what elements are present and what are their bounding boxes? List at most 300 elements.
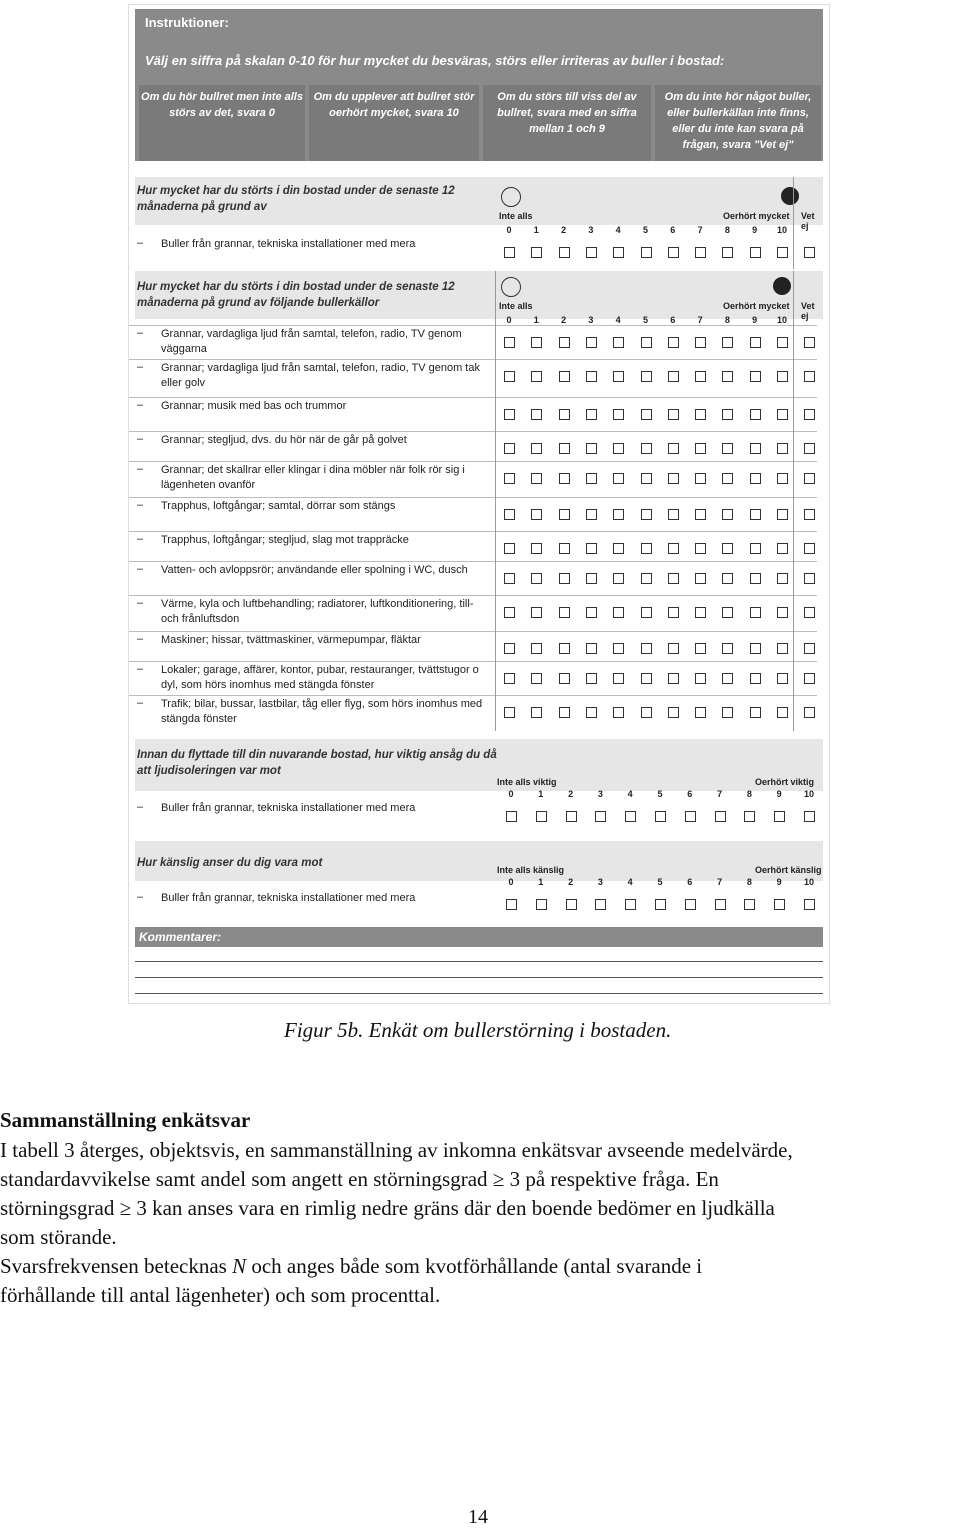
scale-number: 6	[687, 789, 693, 799]
scale-number: 4	[615, 225, 621, 235]
answer-checkbox[interactable]	[750, 473, 761, 484]
answer-checkbox[interactable]	[695, 473, 706, 484]
answer-checkbox[interactable]	[804, 473, 815, 484]
answer-checkbox[interactable]	[777, 409, 788, 420]
scale-number: 1	[533, 315, 539, 325]
answer-checkbox[interactable]	[586, 607, 597, 618]
answer-checkbox[interactable]	[695, 443, 706, 454]
answer-checkbox[interactable]	[613, 509, 624, 520]
answer-checkbox[interactable]	[586, 337, 597, 348]
answer-checkbox[interactable]	[668, 443, 679, 454]
paragraph-line: som störande.	[0, 1225, 117, 1249]
answer-checkbox[interactable]	[586, 443, 597, 454]
comment-line	[135, 977, 823, 978]
scale-number: 9	[752, 225, 758, 235]
scale-number: 0	[506, 225, 512, 235]
answer-checkbox[interactable]	[695, 607, 706, 618]
scale-number: 10	[776, 225, 787, 235]
answer-checkbox[interactable]	[586, 543, 597, 554]
answer-checkbox[interactable]	[722, 607, 733, 618]
answer-checkbox[interactable]	[586, 707, 597, 718]
answer-checkbox[interactable]	[722, 409, 733, 420]
answer-checkbox[interactable]	[777, 443, 788, 454]
answer-checkbox[interactable]	[641, 409, 652, 420]
answer-checkbox[interactable]	[641, 371, 652, 382]
scale-number: 8	[746, 789, 752, 799]
scale-number: 8	[724, 225, 730, 235]
answer-checkbox[interactable]	[504, 673, 515, 684]
answer-checkbox[interactable]	[668, 247, 679, 258]
answer-checkbox[interactable]	[695, 573, 706, 584]
answer-checkbox[interactable]	[531, 573, 542, 584]
scale-number: 2	[568, 877, 574, 887]
scale-number: 2	[561, 225, 567, 235]
answer-checkbox[interactable]	[777, 673, 788, 684]
survey-form-image: Instruktioner: Välj en siffra på skalan 0-10 för hur mycket du besväras, störs eller irriteras av buller i bostad: Om du hör bullret men inte alls störs av det, svara 0 Om du upplever att bullret stör oerhört mycket, svara 10 Om du störs till viss del av bullret, svara med en siffra mellan 1 och 9 Om du inte hör något buller, eller bullerkällan inte finns, eller du inte kan svara på frågan, svara "Vet ej" Hur mycket har du störts i din bostad under de senaste 12 månaderna på grund av Inte alls Oerhört mycket Vet ej 0 1 2 3 4 5 6 7 8 9 10 – Buller från grannar, tekniska installationer med mera Hur mycket har du störts i din bostad under de senaste 12 månaderna på grund av följande bullerkällor Inte alls Oerhört mycket Vet ej 0 1 2 3 4 5 6 7 8 9 10 – Grannar, vardagliga ljud från samtal, telefon, radio, TV genom väggarna – Grannar; vardagliga ljud från samtal, telefon, radio, TV genom tak eller golv – Grannar; musik med bas och trummor – Grannar; stegljud, dvs. du hör när de går på golvet – Grannar; det skallrar eller klingar i dina möbler när folk rör sig i lägenheten ovanför – Trapphus, loftgångar; samtal, dörrar som stängs – Trapphus, loftgångar; stegljud, slag mot trappräcke – Vatten- och avloppsrör; användande eller spolning i WC, dusch – Värme, kyla och luftbehandling; radiatorer, luftkonditionering, till- och frånluftsdon – Maskiner; hissar, tvättmaskiner, värmepumpar, fläktar – Lokaler; garage, affärer, kontor, pubar, restauranger, tvättstugor o dyl, som hörs inomhus med stängda fönster – Trafik; bilar, bussar, lastbilar, tåg eller flyg, som hörs inomhus med stängda fönster Innan du flyttade till din nuvarande bostad, hur viktig ansåg du då att ljudisoleringen var mot Inte alls viktig Oerhört viktig 0 1 2 3 4 5 6 7 8 9 10 – Buller från grannar, tekniska installationer med mera Hur känslig anser du dig vara mot Inte alls känslig Oerhört känslig 0 1 2 3 4 5 6 7 8 9 10 – Buller från grannar, tekniska installationer med mera Kommentarer:	[128, 4, 830, 1004]
angry-face-icon	[781, 187, 799, 205]
answer-checkbox[interactable]	[685, 811, 696, 822]
answer-checkbox[interactable]	[641, 573, 652, 584]
answer-checkbox[interactable]	[613, 643, 624, 654]
answer-checkbox[interactable]	[668, 707, 679, 718]
paragraph-line: standardavvikelse samt andel som angett en störningsgrad ≥ 3 på respektive fråga. En	[0, 1167, 719, 1191]
answer-checkbox[interactable]	[750, 371, 761, 382]
answer-checkbox[interactable]	[559, 247, 570, 258]
scale-number: 0	[508, 789, 514, 799]
answer-checkbox[interactable]	[804, 371, 815, 382]
answer-checkbox[interactable]	[750, 643, 761, 654]
answer-checkbox[interactable]	[744, 811, 755, 822]
answer-checkbox[interactable]	[531, 509, 542, 520]
answer-checkbox[interactable]	[586, 673, 597, 684]
q4-low-label: Inte alls känslig	[497, 865, 565, 875]
answer-checkbox[interactable]	[804, 899, 815, 910]
answer-checkbox[interactable]	[504, 573, 515, 584]
q2-row-divider	[129, 695, 817, 696]
answer-checkbox[interactable]	[695, 509, 706, 520]
q1-high-label: Oerhört mycket	[723, 211, 790, 221]
q2-item-label: Maskiner; hissar, tvättmaskiner, värmepumpar, fläktar	[161, 634, 421, 646]
q2-row-divider	[129, 397, 817, 398]
answer-checkbox[interactable]	[641, 337, 652, 348]
answer-checkbox[interactable]	[722, 473, 733, 484]
comment-line	[135, 961, 823, 962]
answer-checkbox[interactable]	[804, 409, 815, 420]
scale-number: 9	[776, 789, 782, 799]
answer-checkbox[interactable]	[804, 707, 815, 718]
paragraph-line: störningsgrad ≥ 3 kan anses vara en rimlig nedre gräns där den boende bedömer en ljudkälla	[0, 1196, 775, 1220]
answer-checkbox[interactable]	[586, 247, 597, 258]
answer-checkbox[interactable]	[804, 337, 815, 348]
paragraph-line: förhållande till antal lägenheter) och som procenttal.	[0, 1283, 441, 1307]
scale-number: 0	[506, 315, 512, 325]
answer-checkbox[interactable]	[625, 811, 636, 822]
answer-checkbox[interactable]	[531, 643, 542, 654]
happy-face-icon	[501, 187, 521, 207]
list-dash: –	[137, 663, 144, 675]
answer-checkbox[interactable]	[804, 811, 815, 822]
answer-checkbox[interactable]	[804, 607, 815, 618]
answer-checkbox[interactable]	[504, 247, 515, 258]
answer-checkbox[interactable]	[655, 899, 666, 910]
answer-checkbox[interactable]	[750, 573, 761, 584]
answer-checkbox[interactable]	[559, 473, 570, 484]
answer-checkbox[interactable]	[750, 509, 761, 520]
scale-number: 4	[627, 877, 633, 887]
scale-number: 2	[561, 315, 567, 325]
q2-low-label: Inte alls	[499, 301, 533, 311]
scale-number: 1	[538, 789, 544, 799]
answer-checkbox[interactable]	[504, 473, 515, 484]
answer-checkbox[interactable]	[715, 899, 726, 910]
answer-checkbox[interactable]	[804, 247, 815, 258]
answer-checkbox[interactable]	[595, 811, 606, 822]
answer-checkbox[interactable]	[641, 643, 652, 654]
q1-vet-label: Vet ej	[801, 211, 815, 231]
answer-checkbox[interactable]	[777, 247, 788, 258]
list-dash: –	[137, 327, 144, 339]
answer-checkbox[interactable]	[804, 509, 815, 520]
answer-checkbox[interactable]	[504, 409, 515, 420]
answer-checkbox[interactable]	[595, 899, 606, 910]
answer-checkbox[interactable]	[750, 409, 761, 420]
answer-checkbox[interactable]	[804, 443, 815, 454]
instruction-box-10: Om du upplever att bullret stör oerhört mycket, svara 10	[309, 85, 479, 161]
answer-checkbox[interactable]	[641, 443, 652, 454]
answer-checkbox[interactable]	[613, 371, 624, 382]
answer-checkbox[interactable]	[668, 337, 679, 348]
answer-checkbox[interactable]	[722, 371, 733, 382]
paragraph-line: I tabell 3 återges, objektsvis, en sammanställning av inkomna enkätsvar avseende medelvärde,	[0, 1138, 793, 1162]
answer-checkbox[interactable]	[613, 443, 624, 454]
answer-checkbox[interactable]	[695, 673, 706, 684]
answer-checkbox[interactable]	[531, 409, 542, 420]
answer-checkbox[interactable]	[586, 409, 597, 420]
answer-checkbox[interactable]	[722, 543, 733, 554]
q2-item-label: Värme, kyla och luftbehandling; radiatorer, luftkonditionering, till- och frånluftsdon	[161, 598, 474, 625]
answer-checkbox[interactable]	[777, 573, 788, 584]
comments-header: Kommentarer:	[135, 927, 823, 947]
answer-checkbox[interactable]	[750, 543, 761, 554]
q2-item-label: Trapphus, loftgångar; stegljud, slag mot trappräcke	[161, 534, 409, 546]
answer-checkbox[interactable]	[777, 543, 788, 554]
answer-checkbox[interactable]	[504, 543, 515, 554]
q3-item-label: Buller från grannar, tekniska installationer med mera	[161, 802, 416, 814]
q2-row-divider	[129, 595, 817, 596]
list-dash: –	[137, 499, 144, 511]
answer-checkbox[interactable]	[722, 443, 733, 454]
q1-item-label: Buller från grannar, tekniska installationer med mera	[161, 238, 416, 250]
instruction-box-0: Om du hör bullret men inte alls störs av det, svara 0	[139, 85, 305, 161]
answer-checkbox[interactable]	[613, 707, 624, 718]
q3-high-label: Oerhört viktig	[755, 777, 815, 787]
paragraph-line: Svarsfrekvensen betecknas N och anges både som kvotförhållande (antal svarande i	[0, 1254, 703, 1278]
q2-item-label: Grannar; det skallrar eller klingar i dina möbler när folk rör sig i lägenheten ovanför	[161, 464, 465, 491]
list-dash: –	[137, 533, 144, 545]
answer-checkbox[interactable]	[613, 607, 624, 618]
answer-checkbox[interactable]	[774, 811, 785, 822]
answer-checkbox[interactable]	[685, 899, 696, 910]
answer-checkbox[interactable]	[504, 371, 515, 382]
list-dash: –	[137, 597, 144, 609]
q2-item-label: Grannar; stegljud, dvs. du hör när de går på golvet	[161, 434, 407, 446]
q2-row-divider	[129, 497, 817, 498]
scale-number: 2	[568, 789, 574, 799]
answer-checkbox[interactable]	[559, 673, 570, 684]
scale-number: 8	[746, 877, 752, 887]
answer-checkbox[interactable]	[774, 899, 785, 910]
instruction-box-1-9: Om du störs till viss del av bullret, svara med en siffra mellan 1 och 9	[483, 85, 651, 161]
q2-row-divider	[129, 431, 817, 432]
answer-checkbox[interactable]	[559, 707, 570, 718]
answer-checkbox[interactable]	[695, 707, 706, 718]
list-dash: –	[137, 633, 144, 645]
answer-checkbox[interactable]	[668, 371, 679, 382]
answer-checkbox[interactable]	[586, 509, 597, 520]
scale-number: 1	[533, 225, 539, 235]
answer-checkbox[interactable]	[804, 543, 815, 554]
q1-text: Hur mycket har du störts i din bostad under de senaste 12 månaderna på grund av	[137, 185, 455, 213]
answer-checkbox[interactable]	[722, 509, 733, 520]
q2-row-divider	[129, 531, 817, 532]
answer-checkbox[interactable]	[586, 371, 597, 382]
answer-checkbox[interactable]	[504, 509, 515, 520]
scale-number: 5	[657, 877, 663, 887]
q3-text: Innan du flyttade till din nuvarande bostad, hur viktig ansåg du då att ljudisoleringen var mot	[137, 749, 497, 777]
q2-item-label: Vatten- och avloppsrör; användande eller spolning i WC, dusch	[161, 564, 468, 576]
answer-checkbox[interactable]	[715, 811, 726, 822]
scale-number: 10	[776, 315, 787, 325]
answer-checkbox[interactable]	[695, 371, 706, 382]
q2-row-divider	[129, 661, 817, 662]
q1-low-label: Inte alls	[499, 211, 533, 221]
answer-checkbox[interactable]	[722, 247, 733, 258]
q2-row-divider	[129, 561, 817, 562]
answer-checkbox[interactable]	[641, 673, 652, 684]
answer-checkbox[interactable]	[566, 899, 577, 910]
answer-checkbox[interactable]	[559, 443, 570, 454]
answer-checkbox[interactable]	[668, 673, 679, 684]
answer-checkbox[interactable]	[641, 509, 652, 520]
scale-number: 3	[597, 789, 603, 799]
answer-checkbox[interactable]	[668, 543, 679, 554]
answer-checkbox[interactable]	[804, 643, 815, 654]
answer-checkbox[interactable]	[641, 473, 652, 484]
angry-face-icon	[773, 277, 791, 295]
label-divider	[495, 271, 496, 731]
scale-number: 6	[670, 315, 676, 325]
answer-checkbox[interactable]	[559, 607, 570, 618]
answer-checkbox[interactable]	[506, 899, 517, 910]
scale-number: 3	[588, 315, 594, 325]
answer-checkbox[interactable]	[750, 607, 761, 618]
answer-checkbox[interactable]	[536, 811, 547, 822]
answer-checkbox[interactable]	[613, 543, 624, 554]
scale-number: 5	[642, 225, 648, 235]
answer-checkbox[interactable]	[777, 371, 788, 382]
answer-checkbox[interactable]	[668, 607, 679, 618]
scale-number: 4	[627, 789, 633, 799]
answer-checkbox[interactable]	[722, 643, 733, 654]
section-heading: Sammanställning enkätsvar	[0, 1108, 251, 1132]
scale-number: 7	[717, 877, 723, 887]
answer-checkbox[interactable]	[804, 573, 815, 584]
answer-checkbox[interactable]	[586, 473, 597, 484]
list-dash: –	[137, 697, 144, 709]
answer-checkbox[interactable]	[613, 573, 624, 584]
answer-checkbox[interactable]	[695, 409, 706, 420]
list-dash: –	[137, 563, 144, 575]
answer-checkbox[interactable]	[504, 707, 515, 718]
answer-checkbox[interactable]	[777, 509, 788, 520]
answer-checkbox[interactable]	[559, 337, 570, 348]
instructions-text: Välj en siffra på skalan 0-10 för hur mycket du besväras, störs eller irriteras av buller i bostad:	[145, 53, 725, 68]
answer-checkbox[interactable]	[750, 247, 761, 258]
answer-checkbox[interactable]	[695, 247, 706, 258]
answer-checkbox[interactable]	[804, 673, 815, 684]
instruction-box-vet-ej: Om du inte hör något buller, eller bullerkällan inte finns, eller du inte kan svara på frågan, svara "Vet ej"	[655, 85, 821, 161]
answer-checkbox[interactable]	[625, 899, 636, 910]
q4-item-label: Buller från grannar, tekniska installationer med mera	[161, 892, 416, 904]
answer-checkbox[interactable]	[531, 707, 542, 718]
answer-checkbox[interactable]	[586, 643, 597, 654]
q3-low-label: Inte alls viktig	[497, 777, 557, 787]
answer-checkbox[interactable]	[586, 573, 597, 584]
answer-checkbox[interactable]	[668, 409, 679, 420]
scale-number: 3	[597, 877, 603, 887]
q2-row-divider	[129, 359, 817, 360]
answer-checkbox[interactable]	[777, 707, 788, 718]
answer-checkbox[interactable]	[641, 247, 652, 258]
answer-checkbox[interactable]	[531, 371, 542, 382]
answer-checkbox[interactable]	[695, 643, 706, 654]
answer-checkbox[interactable]	[504, 607, 515, 618]
q2-row-divider	[129, 461, 817, 462]
answer-checkbox[interactable]	[613, 247, 624, 258]
answer-checkbox[interactable]	[777, 643, 788, 654]
answer-checkbox[interactable]	[722, 673, 733, 684]
scale-number: 9	[776, 877, 782, 887]
answer-checkbox[interactable]	[613, 409, 624, 420]
answer-checkbox[interactable]	[655, 811, 666, 822]
answer-checkbox[interactable]	[744, 899, 755, 910]
q2-item-label: Grannar, vardagliga ljud från samtal, telefon, radio, TV genom väggarna	[161, 328, 462, 355]
q2-row-divider	[129, 325, 817, 326]
answer-checkbox[interactable]	[668, 509, 679, 520]
answer-checkbox[interactable]	[613, 337, 624, 348]
answer-checkbox[interactable]	[777, 607, 788, 618]
answer-checkbox[interactable]	[641, 707, 652, 718]
q2-item-label: Trapphus, loftgångar; samtal, dörrar som stängs	[161, 500, 396, 512]
scale-number: 7	[697, 315, 703, 325]
answer-checkbox[interactable]	[695, 337, 706, 348]
q2-vet-label: Vet ej	[801, 301, 815, 321]
happy-face-icon	[501, 277, 521, 297]
q4-high-label: Oerhört känslig	[755, 865, 822, 875]
answer-checkbox[interactable]	[559, 573, 570, 584]
answer-checkbox[interactable]	[559, 371, 570, 382]
answer-checkbox[interactable]	[722, 337, 733, 348]
answer-checkbox[interactable]	[641, 543, 652, 554]
figure-caption: Figur 5b. Enkät om bullerstörning i bostaden.	[284, 1018, 672, 1042]
instructions-panel	[135, 9, 823, 161]
page-number: 14	[468, 1506, 488, 1528]
list-dash: –	[137, 433, 144, 445]
answer-checkbox[interactable]	[777, 337, 788, 348]
scale-number: 9	[752, 315, 758, 325]
answer-checkbox[interactable]	[566, 811, 577, 822]
answer-checkbox[interactable]	[613, 473, 624, 484]
scale-number: 7	[697, 225, 703, 235]
q2-item-label: Grannar; vardagliga ljud från samtal, telefon, radio, TV genom tak eller golv	[161, 362, 480, 389]
answer-checkbox[interactable]	[536, 899, 547, 910]
scale-number: 1	[538, 877, 544, 887]
answer-checkbox[interactable]	[531, 543, 542, 554]
scale-number: 3	[588, 225, 594, 235]
answer-checkbox[interactable]	[559, 509, 570, 520]
answer-checkbox[interactable]	[695, 543, 706, 554]
answer-checkbox[interactable]	[531, 337, 542, 348]
list-dash: –	[137, 361, 144, 373]
scale-number: 6	[670, 225, 676, 235]
answer-checkbox[interactable]	[668, 473, 679, 484]
answer-checkbox[interactable]	[504, 443, 515, 454]
answer-checkbox[interactable]	[506, 811, 517, 822]
q4-text: Hur känslig anser du dig vara mot	[137, 857, 323, 869]
answer-checkbox[interactable]	[750, 443, 761, 454]
answer-checkbox[interactable]	[531, 673, 542, 684]
answer-checkbox[interactable]	[777, 473, 788, 484]
answer-checkbox[interactable]	[531, 247, 542, 258]
answer-checkbox[interactable]	[641, 607, 652, 618]
q2-row-divider	[129, 631, 817, 632]
answer-checkbox[interactable]	[722, 573, 733, 584]
list-dash: –	[137, 399, 144, 411]
answer-checkbox[interactable]	[559, 643, 570, 654]
answer-checkbox[interactable]	[668, 573, 679, 584]
answer-checkbox[interactable]	[750, 707, 761, 718]
answer-checkbox[interactable]	[531, 473, 542, 484]
answer-checkbox[interactable]	[504, 337, 515, 348]
scale-number: 4	[615, 315, 621, 325]
answer-checkbox[interactable]	[722, 707, 733, 718]
q2-text: Hur mycket har du störts i din bostad under de senaste 12 månaderna på grund av följande bullerkällor	[137, 281, 455, 309]
answer-checkbox[interactable]	[750, 673, 761, 684]
answer-checkbox[interactable]	[531, 443, 542, 454]
answer-checkbox[interactable]	[750, 337, 761, 348]
scale-number: 10	[803, 877, 814, 887]
answer-checkbox[interactable]	[613, 673, 624, 684]
scale-number: 8	[724, 315, 730, 325]
answer-checkbox[interactable]	[668, 643, 679, 654]
scale-number: 7	[717, 789, 723, 799]
scale-number: 10	[803, 789, 814, 799]
scale-number: 5	[642, 315, 648, 325]
answer-checkbox[interactable]	[559, 543, 570, 554]
answer-checkbox[interactable]	[559, 409, 570, 420]
q2-item-label: Grannar; musik med bas och trummor	[161, 400, 347, 412]
instructions-title: Instruktioner:	[145, 15, 229, 30]
vet-ej-divider	[793, 271, 794, 731]
scale-number: 6	[687, 877, 693, 887]
vet-ej-divider	[793, 177, 794, 269]
list-dash: –	[137, 463, 144, 475]
scale-number: 0	[508, 877, 514, 887]
answer-checkbox[interactable]	[531, 607, 542, 618]
answer-checkbox[interactable]	[504, 643, 515, 654]
q2-high-label: Oerhört mycket	[723, 301, 790, 311]
q2-item-label: Lokaler; garage, affärer, kontor, pubar, restauranger, tvättstugor o dyl, som hörs inomhus med stängda fönster	[161, 664, 479, 691]
